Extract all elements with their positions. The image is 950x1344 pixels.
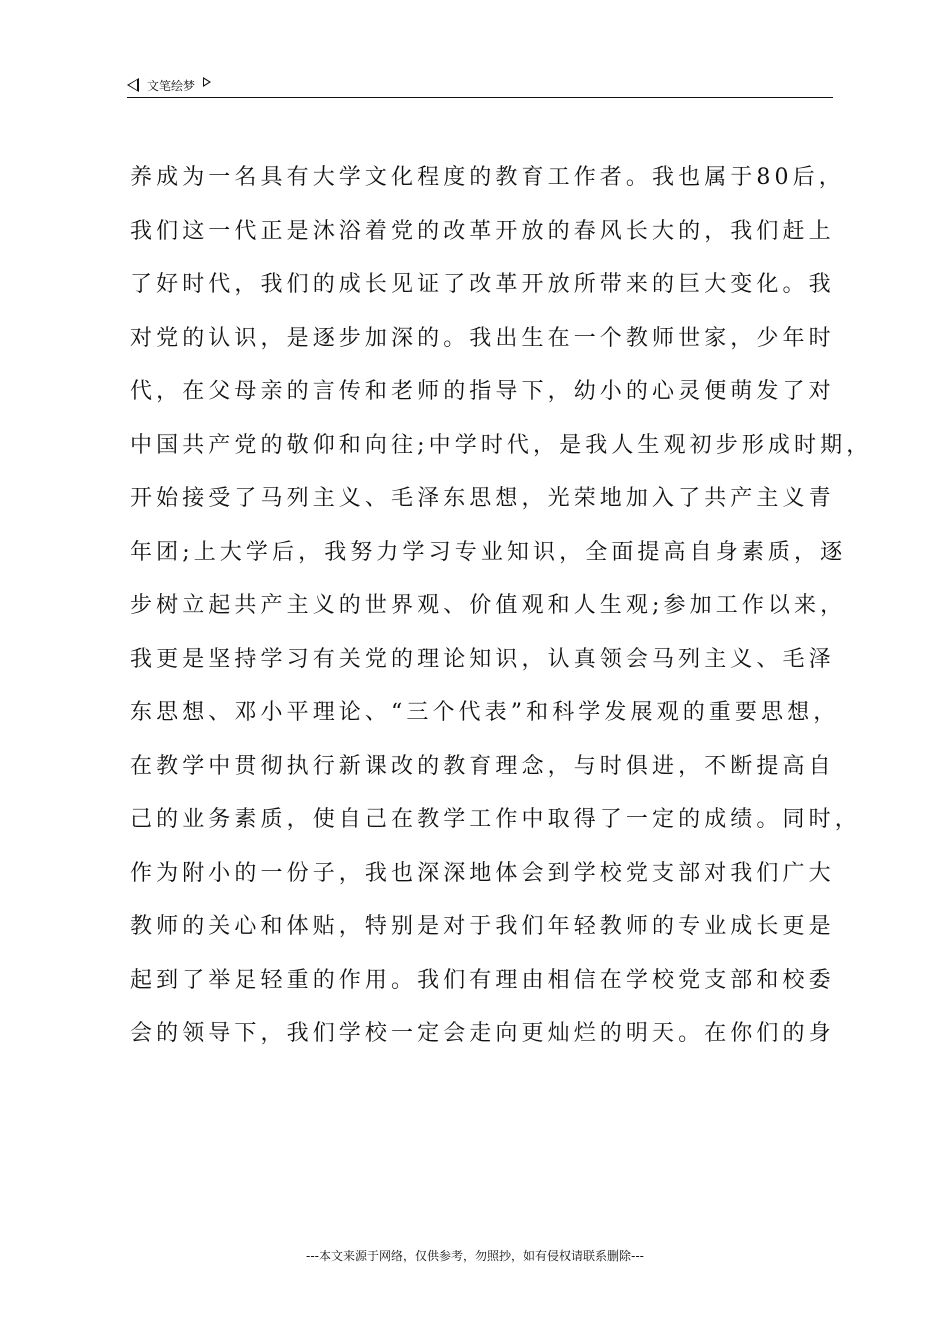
page-footer: ---本文来源于网络，仅供参考，勿照抄，如有侵权请联系删除--- <box>306 1249 644 1263</box>
header-divider <box>127 97 833 98</box>
text-line: 己的业务素质，使自己在教学工作中取得了一定的成绩。同时， <box>130 807 861 832</box>
text-line: 起到了举足轻重的作用。我们有理由相信在学校党支部和校委 <box>130 967 835 993</box>
text-line: 作为附小的一份子，我也深深地体会到学校党支部对我们广大 <box>130 860 835 886</box>
text-line: 中国共产党的敬仰和向往;中学时代，是我人生观初步形成时期， <box>130 432 873 458</box>
body-text <box>130 158 873 1068</box>
text-line: 在教学中贯彻执行新课改的教育理念，与时俱进，不断提高自 <box>130 753 835 779</box>
triangle-left-icon <box>127 78 139 92</box>
text-line: 会的领导下，我们学校一定会走向更灿烂的明天。在你们的身 <box>130 1021 835 1046</box>
text-line: 年团;上大学后，我努力学习专业知识，全面提高自身素质，逐 <box>130 539 847 565</box>
text-line: 养成为一名具有大学文化程度的教育工作者。我也属于80后， <box>130 165 845 190</box>
text-line: 东思想、邓小平理论、“三个代表”和科学发展观的重要思想， <box>130 700 840 725</box>
page-header <box>127 74 833 98</box>
text-line: 代，在父母亲的言传和老师的指导下，幼小的心灵便萌发了对 <box>130 379 835 404</box>
text-line: 步树立起共产主义的世界观、价值观和人生观;参加工作以来， <box>130 593 847 618</box>
header-title: 文笔绘梦 <box>147 78 196 93</box>
triangle-right-icon <box>203 77 211 87</box>
text-line: 我更是坚持学习有关党的理论知识，认真领会马列主义、毛泽 <box>130 646 835 672</box>
text-line: 我们这一代正是沐浴着党的改革开放的春风长大的，我们赶上 <box>130 218 835 244</box>
header-bar <box>127 74 833 96</box>
text-line: 了好时代，我们的成长见证了改革开放所带来的巨大变化。我 <box>130 272 835 297</box>
text-line: 对党的认识，是逐步加深的。我出生在一个教师世家，少年时 <box>130 325 835 351</box>
text-line: 教师的关心和体贴，特别是对于我们年轻教师的专业成长更是 <box>130 914 835 939</box>
text-line: 开始接受了马列主义、毛泽东思想，光荣地加入了共产主义青 <box>130 486 835 511</box>
